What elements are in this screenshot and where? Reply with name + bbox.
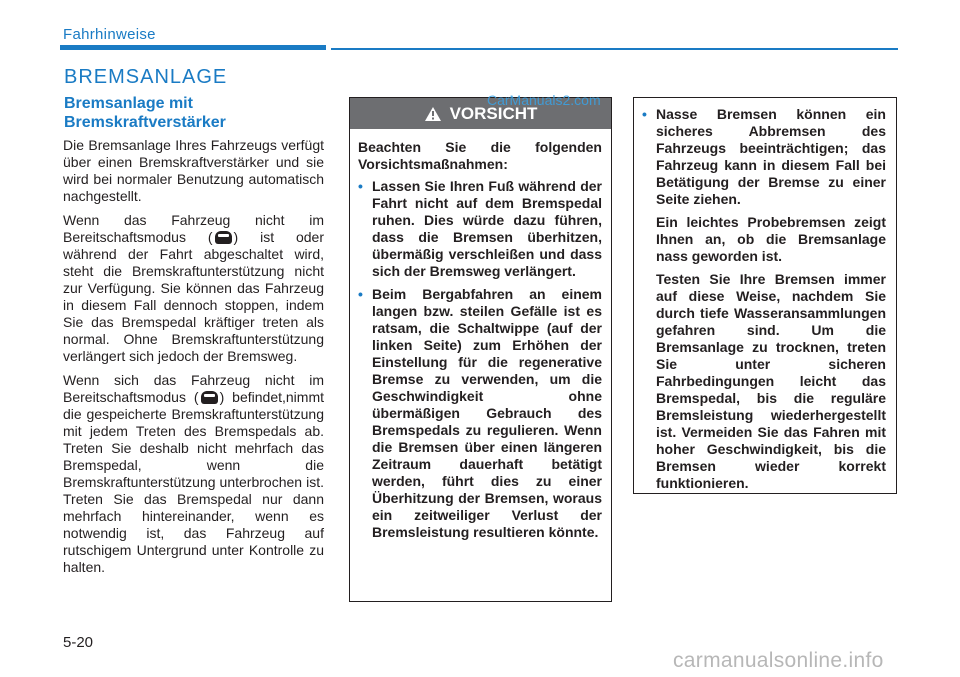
caution-bullet-1: • Lassen Sie Ihren Fuß während der Fahrt nicht auf dem Bremspedal ruhen. Dies würde dazu führen, dass die Bremsen überhitzen, übermäßig verschleißen und dass sich der Bremsweg verlängert. xyxy=(358,178,602,280)
header-label: Fahrhinweise xyxy=(63,26,156,43)
caution-box xyxy=(349,97,612,602)
wet-brakes-content xyxy=(642,106,886,498)
sub-heading-line1: Bremsanlage mit xyxy=(64,95,193,112)
watermark-top: CarManuals2.com xyxy=(487,92,601,108)
sub-heading xyxy=(64,94,324,132)
footer-watermark: carmanualsonline.info xyxy=(673,649,884,672)
paragraph-ready-mode-text-b: ) ist oder während der Fahrt abgeschaltet wird, steht die Bremskraftunterstützung nicht zur Verfügung. Sie können das Fahrzeug in diesem Fall dennoch stoppen, indem Sie das Bremspedal kräftiger treten als normal. Ohne Bremskraftunterstützung verlängert sich jedoch der Bremsweg. xyxy=(63,229,324,364)
caution-content xyxy=(358,139,602,547)
warning-triangle-icon xyxy=(424,106,442,122)
page-number: 5-20 xyxy=(63,634,94,651)
left-column xyxy=(63,137,324,583)
paragraph-stored-assist xyxy=(63,372,324,576)
paragraph-ready-mode xyxy=(63,212,324,365)
paragraph-stored-assist-text-b: ) befindet,nimmt die gespeicherte Bremskraftunterstützung mit jedem Treten des Bremspedals ab. Treten Sie deshalb nicht mehrfach das Bremspedal, wenn die Bremskraftunterstützung unterbrochen ist. Treten Sie das Bremspedal nur dann mehrfach hintereinander, wenn es notwendig ist, das Fahrzeug auf rutschigem Untergrund unter Kontrolle zu halten. xyxy=(63,389,324,575)
wet-brakes-bullet: • Nasse Bremsen können ein sicheres Abbremsen des Fahrzeugs beeinträchtigen; das Fahrzeug kann in diesem Fall bei Betätigung der Bremse zu einer Seite ziehen. xyxy=(642,106,886,208)
section-title: BREMSANLAGE xyxy=(64,66,228,88)
wet-brakes-paragraph-1: Ein leichtes Probebremsen zeigt Ihnen an, ob die Bremsanlage nass geworden ist. xyxy=(656,214,886,264)
paragraph-intro: Die Bremsanlage Ihres Fahrzeugs verfügt über einen Bremskraftverstärker und sie wird bei normaler Benutzung automatisch nachgestellt. xyxy=(63,137,324,204)
caution-intro: Beachten Sie die folgenden Vorsichtsmaßnahmen: xyxy=(358,139,602,172)
paragraph-stored-assist-text-a: Wenn sich das Fahrzeug nicht im Bereitschaftsmodus ( xyxy=(63,372,324,405)
paragraph-ready-mode-text-a: Wenn das Fahrzeug nicht im Bereitschaftsmodus ( xyxy=(63,212,324,245)
wet-brakes-box xyxy=(633,97,897,494)
car-ready-icon xyxy=(215,231,232,244)
header-rule-thick xyxy=(60,45,326,50)
wet-brakes-paragraph-2: Testen Sie Ihre Bremsen immer auf diese Weise, nachdem Sie durch tiefe Wasseransammlungen gefahren sind. Um die Bremsanlage zu trocknen, treten Sie unter sicheren Fahrbedingungen leicht das Bremspedal, bis die reguläre Bremsleistung wiederhergestellt ist. Vermeiden Sie das Fahren mit hoher Geschwindigkeit, bis die Bremsen wieder korrekt funktionieren. xyxy=(656,271,886,491)
car-ready-icon xyxy=(201,391,218,404)
caution-bullet-2: • Beim Bergabfahren an einem langen bzw. steilen Gefälle ist es ratsam, die Schaltwippe (auf der linken Seite) zum Erhöhen der Einstellung für die regenerative Bremse zu verwenden, um die Geschwindigkeit ohne übermäßigen Gebrauch des Bremspedals zu regulieren. Wenn die Bremsen über einen längeren Zeitraum dauerhaft betätigt werden, führt dies zu einer Überhitzung der Bremsen, woraus ein zeitweiliger Verlust der Bremsleistung resultieren könnte. xyxy=(358,286,602,541)
caution-header-label: VORSICHT xyxy=(449,103,538,123)
header-rule-thin xyxy=(331,48,898,50)
sub-heading-line2: Bremskraftverstärker xyxy=(64,114,226,131)
